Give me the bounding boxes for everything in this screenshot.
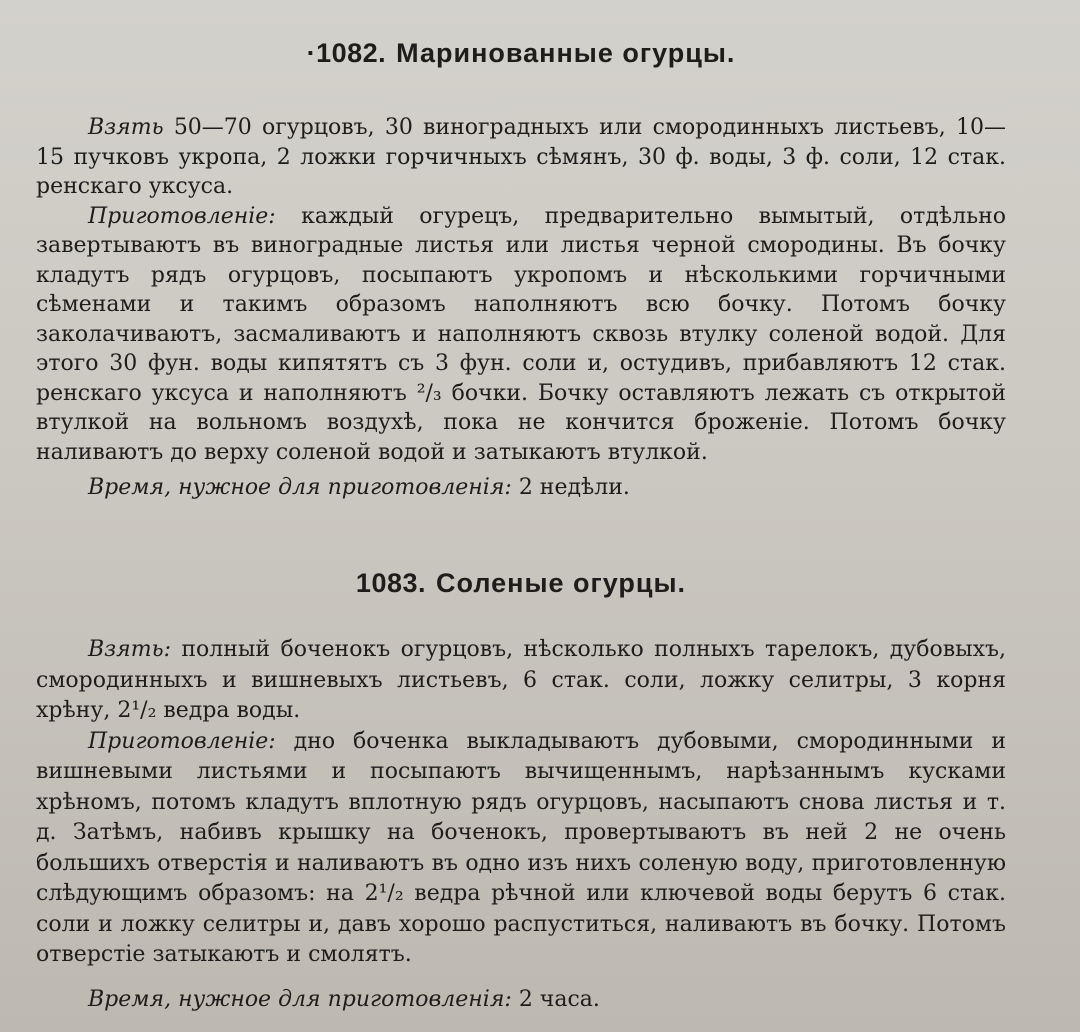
recipe-number: 1083. bbox=[355, 568, 426, 598]
ingredients-paragraph bbox=[36, 635, 1006, 727]
ingredients-label: Взять bbox=[88, 115, 164, 140]
time-label: Время, нужное для приготовленія: bbox=[88, 986, 512, 1012]
preparation-text: дно боченка выкладываютъ дубовыми, смородинными и вишневыми листьями и посыпаютъ вычищеннымъ, нарѣзаннымъ кусками хрѣномъ, потомъ кладутъ вплотную рядъ огурцовъ, насыпаютъ снова листья и т. д. Затѣмъ, набивъ крышку на боченокъ, провертываютъ въ ней 2 не очень большихъ отверстія и наливаютъ въ одно изъ нихъ соленую воду, приготовленную слѣдующимъ образомъ: на 2¹/₂ ведра рѣчной или ключевой воды берутъ 6 стак. соли и ложку селитры и, давъ хорошо распуститься, наливаютъ въ бочку. Потомъ отверстіе затыкаютъ и смолятъ. bbox=[36, 728, 1006, 967]
time-label: Время, нужное для приготовленія: bbox=[88, 475, 512, 500]
preparation-paragraph bbox=[36, 202, 1006, 468]
time-value: 2 недѣли. bbox=[518, 475, 630, 500]
recipe-name: Маринованные огурцы. bbox=[396, 38, 736, 68]
ingredients-text: полный боченокъ огурцовъ, нѣсколько полныхъ тарелокъ, дубовыхъ, смородинныхъ и вишневыхъ листьевъ, 6 стак. соли, ложку селитры, 3 корня хрѣну, 2¹/₂ ведра воды. bbox=[36, 637, 1006, 723]
time-value: 2 часа. bbox=[518, 986, 600, 1012]
recipe-title bbox=[36, 568, 1006, 599]
ingredients-label: Взять: bbox=[88, 637, 171, 662]
ingredients-text: 50—70 огурцовъ, 30 виноградныхъ или смородинныхъ листьевъ, 10—15 пучковъ укропа, 2 ложки горчичныхъ сѣмянъ, 30 ф. воды, 3 ф. соли, 12 стак. ренскаго уксуса. bbox=[36, 115, 1006, 199]
time-paragraph bbox=[36, 473, 1006, 503]
recipe-name: Соленые огурцы. bbox=[436, 568, 687, 598]
ingredients-paragraph bbox=[36, 113, 1006, 202]
time-paragraph bbox=[36, 985, 1006, 1016]
recipe-1082 bbox=[36, 38, 1006, 503]
preparation-label: Приготовленіе: bbox=[88, 728, 276, 754]
recipe-title bbox=[36, 38, 1006, 69]
recipe-number: ·1082. bbox=[306, 38, 387, 68]
recipe-1083 bbox=[36, 568, 1006, 1015]
preparation-label: Приготовленіе: bbox=[88, 203, 276, 229]
preparation-text: каждый огурецъ, предварительно вымытый, отдѣльно завертываютъ въ виноградные листья или листья черной смородины. Въ бочку кладутъ рядъ огурцовъ, посыпаютъ укропомъ и нѣсколькими горчичными сѣменами и такимъ образомъ наполняютъ всю бочку. Потомъ бочку заколачиваютъ, засмаливаютъ и наполняютъ сквозь втулку соленой водой. Для этого 30 фун. воды кипятятъ съ 3 фун. соли и, остудивъ, прибавляютъ 12 стак. ренскаго уксуса и наполняютъ ²/₃ бочки. Бочку оставляютъ лежать съ открытой втулкой на вольномъ воздухѣ, пока не кончится броженіе. Потомъ бочку наливаютъ до верху соленой водой и затыкаютъ втулкой. bbox=[36, 203, 1006, 465]
preparation-paragraph bbox=[36, 727, 1006, 971]
